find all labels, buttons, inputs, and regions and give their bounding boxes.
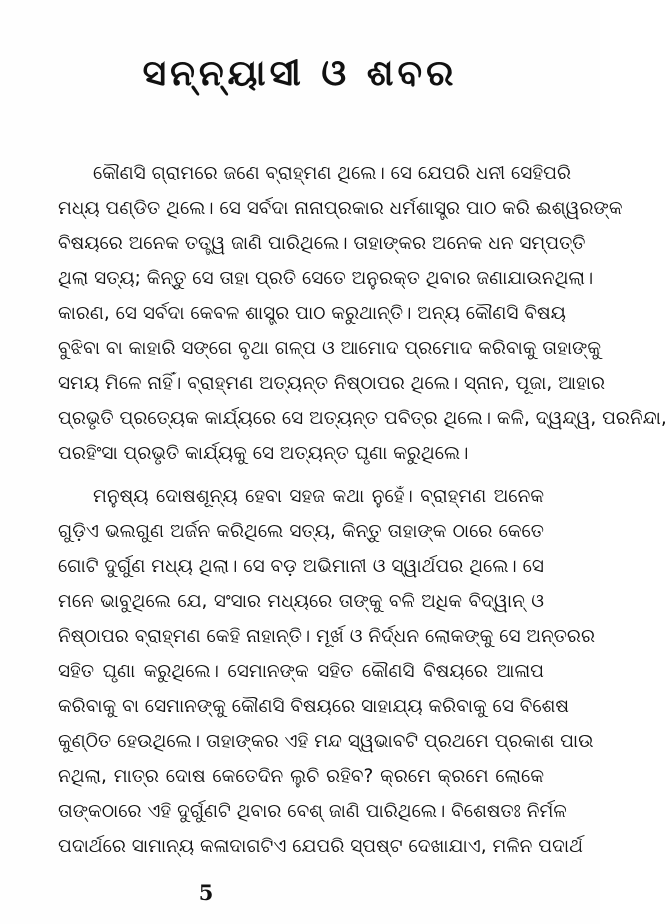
paragraph-2-line-4: ମନେ ଭାବୁଥିଲେ ଯେ, ସଂସାର ମଧ୍ୟରେ ତାଙ୍କୁ ବଳି ଅଧିକ ବିଦ୍ୱାନ୍ ଓ (58, 591, 544, 612)
paragraph-2-line-11: ପଦାର୍ଥରେ ସାମାନ୍ୟ କଳାଦାଗଟିଏ ଯେପରି ସ୍ପଷ୍ଟ ଦେଖାଯାଏ, ମଳିନ ପଦାର୍ଥ (58, 836, 583, 857)
paragraph-2-line-10: ତାଙ୍କଠାରେ ଏହି ଦୁର୍ଗୁଣଟି ଥିବାର ବେଶ୍ ଜାଣି ପାରିଥିଲେ। ବିଶେଷତଃ ନିର୍ମଳ (58, 801, 567, 822)
paragraph-2-line-9: ନଥିଲା, ମାତ୍ର ଦୋଷ କେତେଦିନ ଲୁଚି ରହିବ? କ୍ରମେ କ୍ରମେ ଲୋକେ (58, 766, 544, 787)
story-title: ସନ୍ନ୍ୟାସୀ ଓ ଶବର (142, 53, 458, 94)
paragraph-1-line-8: ପ୍ରଭୃତି ପ୍ରତ୍ୟେକ କାର୍ଯ୍ୟରେ ସେ ଅତ୍ୟନ୍ତ ପବିତ୍ର ଥିଲେ। କଳି, ଦ୍ୱନ୍ଦ୍ୱ, ପରନିନ୍ଦା, (58, 408, 667, 429)
paragraph-2-line-3: ଗୋଟି ଦୁର୍ଗୁଣ ମଧ୍ୟ ଥିଲା। ସେ ବଡ଼ ଅଭିମାନୀ ଓ ସ୍ୱାର୍ଥପର ଥିଲେ। ସେ (58, 556, 544, 577)
paragraph-1-line-1: କୌଣସି ଗ୍ରାମରେ ଜଣେ ବ୍ରାହ୍ମଣ ଥିଲେ। ସେ ଯେପରି ଧନୀ ସେହିପରି (93, 163, 571, 184)
paragraph-1-line-6: ବୁଝିବା ବା କାହାରି ସଙ୍ଗେ ବୃଥା ଗଳ୍ପ ଓ ଆମୋଦ ପ୍ରମୋଦ କରିବାକୁ ତାହାଙ୍କୁ (58, 338, 602, 359)
paragraph-1-line-3: ବିଷୟରେ ଅନେକ ତତ୍ତ୍ୱ ଜାଣି ପାରିଥିଲେ। ତାହାଙ୍କର ଅନେକ ଧନ ସମ୍ପତ୍ତି (58, 233, 586, 254)
paragraph-2-line-2: ଗୁଡ଼ିଏ ଭଲଗୁଣ ଅର୍ଜନ କରିଥିଲେ ସତ୍ୟ, କିନ୍ତୁ ତାହାଙ୍କ ଠାରେ କେତେ (58, 521, 544, 542)
paragraph-2-line-6: ସହିତ ଘୃଣା କରୁଥିଲେ। ସେମାନଙ୍କ ସହିତ କୌଣସି ବିଷୟରେ ଆଳାପ (58, 661, 544, 682)
paragraph-1-line-9: ପରହିଂସା ପ୍ରଭୃତି କାର୍ଯ୍ୟକୁ ସେ ଅତ୍ୟନ୍ତ ଘୃଣା କରୁଥିଲେ। (58, 443, 469, 464)
paragraph-2-line-8: କୁଣ୍ଠିତ ହେଉଥିଲେ। ତାହାଙ୍କର ଏହି ମନ୍ଦ ସ୍ୱଭାବଟି ପ୍ରଥମେ ପ୍ରକାଶ ପାଉ (58, 731, 594, 752)
paragraph-1-line-4: ଥିଲା ସତ୍ୟ; କିନ୍ତୁ ସେ ତାହା ପ୍ରତି ସେତେ ଅନୁରକ୍ତ ଥିବାର ଜଣାଯାଉନଥିଲା। (58, 268, 594, 289)
paragraph-2-line-7: କରିବାକୁ ବା ସେମାନଙ୍କୁ କୌଣସି ବିଷୟରେ ସାହାଯ୍ୟ କରିବାକୁ ସେ ବିଶେଷ (58, 696, 570, 717)
page-number: 5 (198, 880, 214, 905)
paragraph-2-line-1: ମନୁଷ୍ୟ ଦୋଷଶୂନ୍ୟ ହେବା ସହଜ କଥା ନୁହେଁ। ବ୍ରାହ୍ମଣ ଅନେକ (93, 486, 544, 507)
paragraph-1-line-5: କାରଣ, ସେ ସର୍ବଦା କେବଳ ଶାସ୍ତ୍ର ପାଠ କରୁଥାନ୍ତି। ଅନ୍ୟ କୌଣସି ବିଷୟ (58, 303, 566, 324)
paragraph-1-line-7: ସମୟ ମିଳେ ନାହିଁ। ବ୍ରାହ୍ମଣ ଅତ୍ୟନ୍ତ ନିଷ୍ଠାପର ଥିଲେ। ସ୍ନାନ, ପୂଜା, ଆହାର (58, 373, 606, 394)
paragraph-1-line-2: ମଧ୍ୟ ପଣ୍ଡିତ ଥିଲେ। ସେ ସର୍ବଦା ନାନାପ୍ରକାର ଧର୍ମଶାସ୍ତ୍ର ପାଠ କରି ଈଶ୍ୱରଙ୍କ (58, 198, 623, 219)
paragraph-2-line-5: ନିଷ୍ଠାପର ବ୍ରାହ୍ମଣ କେହି ନାହାନ୍ତି। ମୂର୍ଖ ଓ ନିର୍ଦ୍ଧନ ଲୋକଙ୍କୁ ସେ ଅନ୍ତରର (58, 626, 595, 647)
